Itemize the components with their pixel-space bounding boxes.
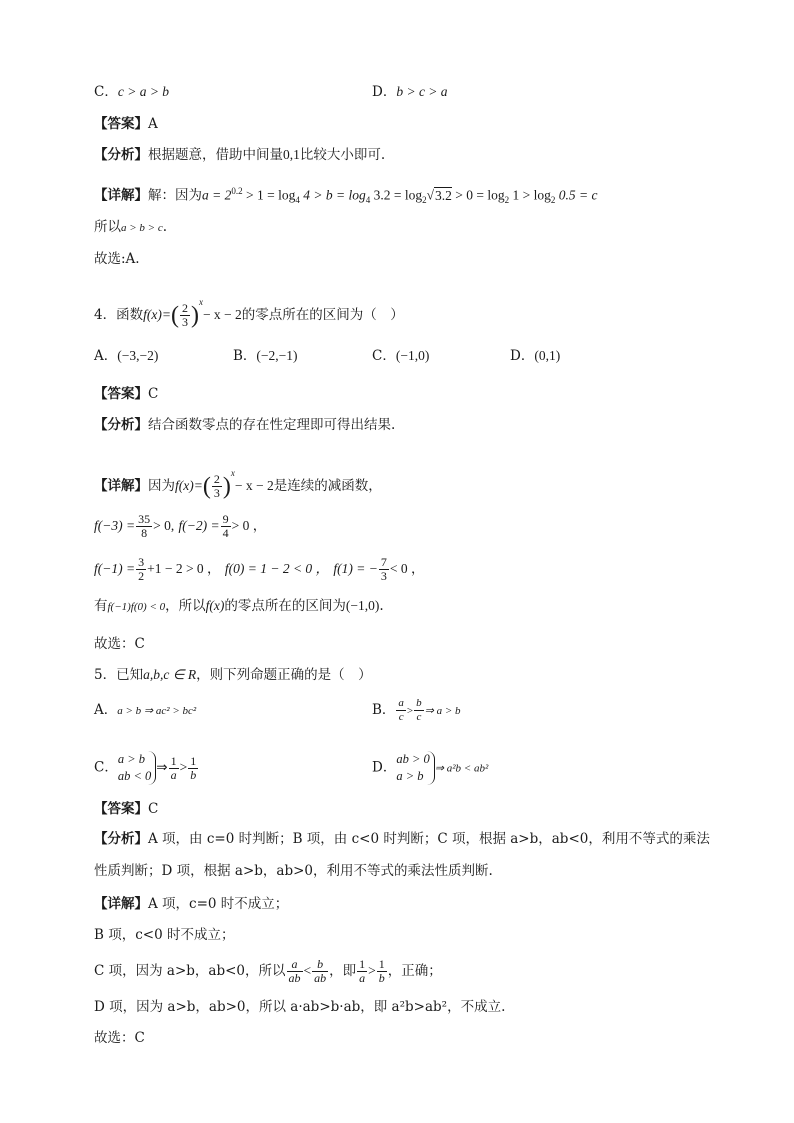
- answer-tag: 【答案】: [94, 386, 148, 402]
- analysis-text: A 项，由 c=0 时判断；B 项，由 c<0 时判断；C 项，根据 a>b，ab<0，利用不等式的乘法: [148, 831, 710, 847]
- lt-sign: <: [303, 963, 312, 978]
- q4-choose: [94, 634, 145, 654]
- detail-text: C 项，因为 a>b，ab<0，所以: [94, 963, 286, 979]
- fraction: [377, 958, 387, 985]
- analysis-tag: 【分析】: [94, 417, 148, 433]
- q3-detail: [94, 181, 597, 210]
- q4-detail: [94, 463, 382, 500]
- numerator: 9: [222, 512, 229, 526]
- denominator: ab: [288, 971, 301, 985]
- q4-answer: [94, 384, 158, 404]
- option-label: A．: [94, 348, 118, 364]
- denominator: 2: [138, 569, 145, 583]
- fraction: [379, 556, 389, 583]
- sqrt-sign: √: [426, 187, 435, 203]
- denominator: 8: [141, 526, 148, 540]
- q3-conclusion: [94, 217, 167, 238]
- option-expr: a > b ⇒ ac² > bc²: [117, 705, 197, 717]
- detail-text: B 项，c<0 时不成立；: [94, 927, 235, 943]
- system-line: a > b: [117, 752, 146, 766]
- text: 因为: [148, 478, 175, 494]
- option-label: C．: [94, 84, 118, 100]
- q4-option-c: [372, 346, 429, 366]
- math: 0.5 = c: [555, 187, 598, 203]
- question-text: ，则下列命题正确的是（ ）: [196, 667, 372, 683]
- text: 故选：C: [94, 636, 145, 652]
- math: f(1) = −: [333, 561, 378, 576]
- q4-calc-line-2: [94, 556, 424, 583]
- denominator: ab: [314, 971, 327, 985]
- numerator: 1: [359, 957, 366, 971]
- denominator: b: [190, 767, 197, 782]
- option-label: B．: [233, 348, 257, 364]
- denominator: c: [398, 711, 404, 723]
- option-expr: b > c > a: [396, 84, 448, 99]
- math: > 0,: [153, 518, 175, 533]
- answer-value: C: [148, 386, 159, 402]
- option-label: C．: [372, 348, 396, 364]
- fraction: [212, 473, 222, 500]
- q4-option-d: [510, 346, 560, 366]
- q5-answer: [94, 799, 158, 819]
- text: 故选：C: [94, 1030, 145, 1046]
- detail-text: A 项，c=0 时不成立；: [148, 896, 289, 912]
- text: .: [162, 219, 168, 235]
- math: 3.2 = log: [370, 187, 423, 203]
- math: 1 > log: [509, 187, 551, 203]
- detail-text: 解：因为: [148, 187, 202, 204]
- math: > 0 = log: [451, 187, 505, 203]
- numerator: 2: [181, 301, 188, 315]
- q3-answer: [94, 114, 158, 134]
- q5-detail-a: [94, 894, 288, 914]
- question-number: 4．函数: [94, 307, 144, 323]
- q4-option-b: [233, 346, 298, 366]
- q5-detail-c: [94, 958, 442, 985]
- math: > 1 = log: [242, 187, 296, 203]
- math: > 0 ，: [231, 518, 267, 533]
- fraction: [188, 755, 198, 782]
- numerator: a: [398, 697, 404, 709]
- gt-sign: >: [406, 705, 414, 717]
- q4-stem: [94, 292, 404, 329]
- fraction: [357, 958, 367, 985]
- gt-sign: >: [368, 963, 376, 978]
- q5-option-a: [94, 700, 196, 721]
- math: +1 − 2 > 0 ，: [147, 561, 221, 576]
- denominator: 3: [213, 486, 220, 500]
- math: a = 2: [202, 187, 232, 203]
- q3-choose: [94, 249, 140, 269]
- text: 是连续的减函数，: [273, 478, 382, 494]
- answer-value: A: [148, 116, 158, 132]
- analysis-text: 结合函数零点的存在性定理即可得出结果.: [148, 417, 396, 433]
- option-expr: (−3,−2): [117, 348, 159, 363]
- q3-analysis: [94, 145, 385, 165]
- option-label: D．: [510, 348, 535, 364]
- equation-system: [118, 751, 156, 785]
- math: ⇒ a > b: [424, 705, 461, 717]
- q5-stem: [94, 665, 372, 685]
- math: f(−1)f(0) < 0: [107, 601, 166, 613]
- math-sub: 2: [550, 195, 556, 206]
- math-sup: 0.2: [231, 186, 243, 196]
- q4-calc-line-1: [94, 513, 266, 540]
- numerator: 2: [213, 472, 220, 486]
- question-number: 5．已知: [94, 667, 144, 683]
- q5-option-c: [94, 751, 199, 785]
- math: f(x)=: [143, 307, 171, 322]
- fraction: [287, 958, 303, 985]
- math-sub: 2: [422, 195, 427, 206]
- answer-tag: 【答案】: [94, 801, 148, 817]
- q5-choose: [94, 1028, 145, 1048]
- analysis-text: 性质判断；D 项，根据 a>b，ab>0，利用不等式的乘法性质判断.: [94, 863, 493, 879]
- q3-option-c: [94, 82, 169, 102]
- option-label: D．: [372, 759, 397, 776]
- implies-arrow: ⇒: [156, 759, 168, 775]
- system-line: a > b: [396, 769, 424, 783]
- fraction: [312, 958, 328, 985]
- text: .: [379, 598, 384, 614]
- analysis-tag: 【分析】: [94, 147, 148, 163]
- denominator: c: [416, 711, 422, 723]
- text: 故选:A.: [94, 251, 140, 267]
- paren-open: (: [202, 473, 211, 500]
- math: − x − 2: [234, 478, 274, 493]
- text: 所以: [94, 219, 121, 235]
- sqrt-content: 3.2: [435, 187, 452, 203]
- denominator: a: [359, 971, 366, 985]
- q4-option-a: [94, 346, 158, 366]
- answer-value: C: [148, 801, 159, 817]
- q4-analysis: [94, 415, 395, 435]
- option-expr: c > a > b: [117, 84, 170, 99]
- numerator: a: [287, 958, 303, 972]
- math: a > b > c: [121, 222, 163, 234]
- answer-tag: 【答案】: [94, 116, 148, 132]
- gt-sign: >: [179, 759, 188, 775]
- text: 有: [94, 598, 108, 614]
- question-text: 的零点所在的区间为（ ）: [241, 307, 404, 323]
- analysis-text: 根据题意，借助中间量: [148, 147, 283, 163]
- fraction: [169, 755, 179, 782]
- paren-close: ): [190, 302, 199, 329]
- q5-analysis-line-1: [94, 829, 710, 849]
- math-sub: 4: [295, 195, 300, 206]
- denominator: a: [170, 767, 177, 782]
- math: 4 > b = log: [299, 187, 366, 203]
- fraction: [180, 302, 190, 329]
- math-sup: x: [198, 297, 203, 307]
- system-line: ab < 0: [117, 769, 152, 783]
- math: f(x): [205, 598, 225, 613]
- text: 的零点所在的区间为: [224, 598, 346, 614]
- option-label: C．: [94, 759, 118, 776]
- math-sub: 4: [365, 195, 371, 206]
- fraction: [136, 513, 152, 540]
- fraction: [396, 697, 406, 724]
- fraction: [414, 697, 424, 724]
- paren-close: ): [222, 473, 231, 500]
- math: f(−2) =: [178, 518, 220, 533]
- option-label: A．: [94, 702, 118, 718]
- q4-conclusion: [94, 596, 384, 617]
- q5-detail-b: [94, 925, 234, 945]
- math: − x − 2: [202, 307, 242, 322]
- numerator: 35: [138, 512, 151, 526]
- paren-open: (: [170, 302, 179, 329]
- math: f(−3) =: [94, 518, 136, 533]
- fraction: [221, 513, 231, 540]
- option-expr: (−1,0): [395, 348, 430, 363]
- math-sup: x: [230, 468, 235, 478]
- math: f(0) = 1 − 2 < 0 ，: [224, 561, 330, 576]
- analysis-text: 比较大小即可.: [299, 147, 386, 163]
- fraction: [136, 556, 146, 583]
- detail-tag: 【详解】: [94, 896, 148, 912]
- numerator: 1: [378, 957, 385, 971]
- q3-option-d: [372, 82, 448, 102]
- detail-text: D 项，因为 a>b，ab>0，所以 a·ab>b·ab，即 a²b>ab²，不成立.: [94, 999, 506, 1015]
- detail-text: ，正确；: [387, 963, 442, 979]
- math-sub: 2: [504, 195, 510, 206]
- denominator: b: [378, 971, 385, 985]
- denominator: 4: [222, 526, 229, 540]
- detail-text: ，即: [329, 963, 357, 979]
- analysis-tag: 【分析】: [94, 831, 148, 847]
- option-label: B．: [372, 702, 396, 718]
- numerator: b: [416, 697, 422, 709]
- q5-detail-d: [94, 997, 505, 1017]
- math: f(x)=: [175, 478, 203, 493]
- math: < 0 ，: [389, 561, 425, 576]
- system-line: ab > 0: [396, 752, 430, 766]
- option-label: D．: [372, 84, 397, 100]
- denominator: 3: [181, 315, 188, 329]
- math: ⇒ a²b < ab²: [434, 762, 489, 775]
- q5-option-d: [372, 751, 488, 785]
- denominator: 3: [380, 569, 387, 583]
- math: (−1,0): [345, 598, 380, 613]
- q5-analysis-line-2: [94, 861, 493, 881]
- numerator: 1: [190, 753, 197, 768]
- detail-tag: 【详解】: [94, 478, 148, 494]
- equation-system: [396, 751, 434, 785]
- option-expr: (−2,−1): [256, 348, 298, 363]
- math: a,b,c ∈ R: [143, 667, 197, 682]
- numerator: b: [312, 958, 328, 972]
- analysis-math: 0,1: [283, 147, 300, 162]
- numerator: 7: [380, 555, 387, 569]
- math: f(−1) =: [94, 561, 136, 576]
- option-expr: (0,1): [534, 348, 561, 363]
- text: ，所以: [165, 598, 206, 614]
- numerator: 3: [138, 555, 145, 569]
- q5-option-b: [372, 697, 461, 724]
- detail-tag: 【详解】: [94, 187, 148, 204]
- numerator: 1: [170, 753, 177, 768]
